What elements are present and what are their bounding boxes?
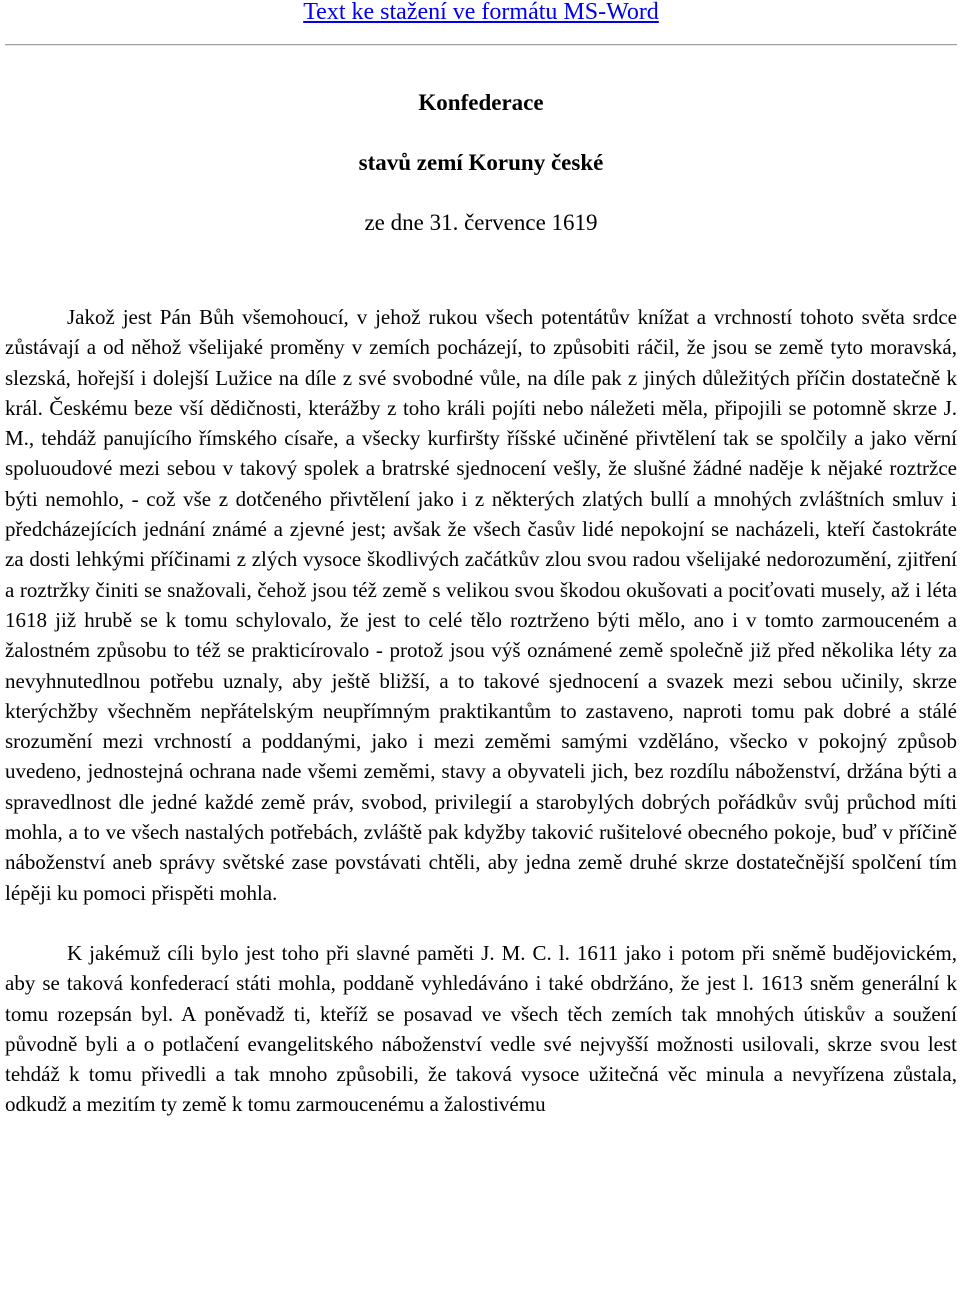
body-paragraph: K jakémuž cíli bylo jest toho při slavné paměti J. M. C. l. 1611 jako i potom při sněmě budějovickém, aby se taková konfederací státi mohla, poddaně vyhledáváno i také obdržáno, že jest l. 1613 sněm generální k tomu rozepsán byl. A poněvadž ti, kteříž se posavad ve všech těch zemích tak mnohých útiskův a soužení původně byli a o potlačení evangelitského náboženství vedle své nejvyšší možnosti usilovali, skrze svou lest tehdáž k tomu přivedli a tak mnoho způsobili, že taková vysoce užitečná věc minula a nevyřízena zůstala, odkudž a mezitím ty země k tomu zarmoucenému a žalostivému	[5, 940, 957, 1117]
title-date: ze dne 31. července 1619	[364, 210, 598, 235]
document-page	[5, 0, 957, 1120]
horizontal-divider	[5, 44, 957, 46]
download-word-link[interactable]: Text ke stažení ve formátu MS-Word	[303, 0, 659, 25]
body-paragraph: Jakož jest Pán Bůh všemohoucí, v jehož rukou všech potentátův knížat a vrchností tohoto světa srdce zůstávají a od něhož všelijaké proměny v zemích pocházejí, to způsobiti ráčil, že jsou se země tyto moravská, slezská, hořejší i dolejší Lužice na díle z své svobodné vůle, na díle pak z jiných důležitých příčin dostatečně k král. Českému beze vší dědičnosti, kterážby z toho králi pojíti nebo náležeti měla, připojili se potomně skrze J. M., tehdáž panujícího římského císaře, a všecky kurfiršty říšské učiněné přivtělení tak se spolčily a jako věrní spoluoudové mezi sebou v takový spolek a bratrské sjednocení vešly, že slušné žádné naděje k nějaké roztržce býti nemohlo, - což vše z dotčeného přivtělení jako i z některých zlatých bullí a mnohých zvláštních smluv i předcházejících jednání známé a zjevné jest; avšak že všech časův lidé nepokojní se nacházeli, kteří častokráte za dosti lehkými příčinami z zlých vysoce škodlivých začátkův zlou svou radou všelijaké nedorozumění, zjitření a roztržky činiti se snažovali, čehož jsou též země s velikou svou škodou okušovati a pociťovati musely, až i léta 1618 již hrubě se k tomu schylovalo, že jest to celé tělo roztrženo býti mělo, ano i v tomto zarmouceném a žalostném způsobu to též se prakticírovalo - protož jsou výš oznámené země společně již před několika léty za nevyhnutedlnou potřebu uznaly, aby ještě bližší, a to takové sjednocení a svazek mezi sebou učinily, skrze kterýchžby všechněm nepřátelským neupřímným praktikantům to zastaveno, naproti tomu pak dobré a stálé srozumění mezi vrchností a poddanými, jako i mezi zeměmi samými vzděláno, všecko v pokojný způsob uvedeno, jednostejná ochrana nade všemi zeměmi, stavy a obyvateli jich, bez rozdílu náboženství, držána býti a spravedlnost dle jedné každé země práv, svobod, privilegií a starobylých dobrých pořádkův svůj průchod míti mohla, a to ve všech nastalých potřebách, zvláště pak kdyžby taković rušitelové obecného pokoje, buď v příčině náboženství aneb správy světské zase povstávati chtěli, aby jedna země druhé skrze dostatečnější spolčení tím lépěji ku pomoci přispěti mohla.	[5, 305, 957, 905]
document-title	[5, 88, 957, 238]
title-heading: Konfederace	[418, 90, 544, 115]
title-subheading: stavů zemí Koruny české	[358, 150, 604, 175]
